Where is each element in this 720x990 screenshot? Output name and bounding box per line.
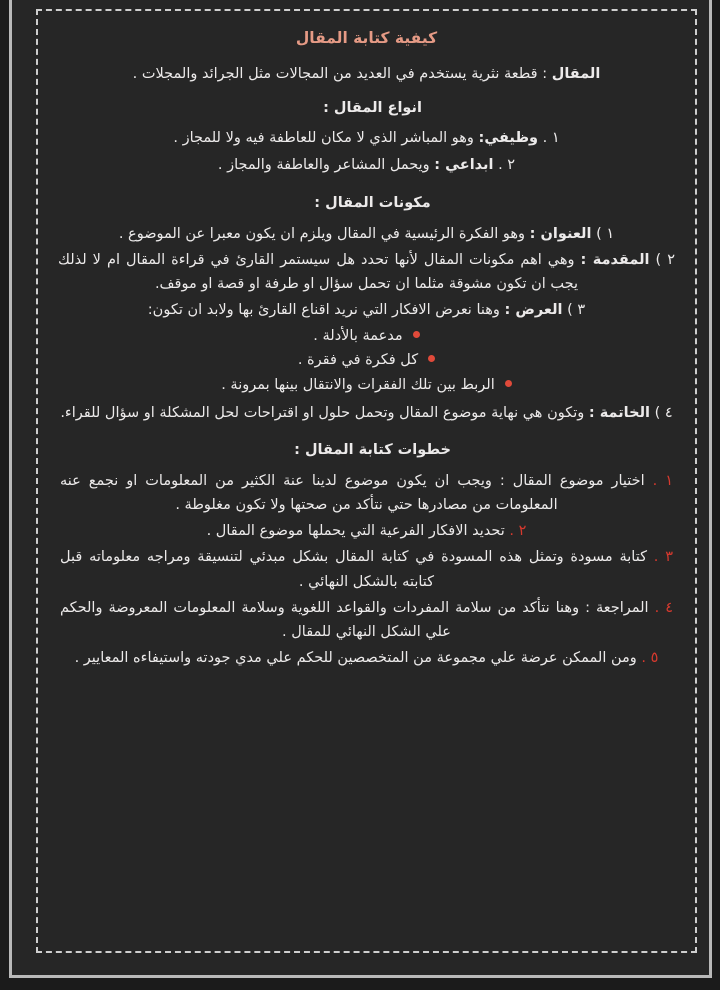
type-item-1-marker: ١ . — [542, 130, 560, 147]
component-item-1-term: العنوان : — [529, 225, 592, 242]
list-item — [54, 646, 679, 670]
component-item-4-term: الخاتمة : — [588, 405, 650, 422]
list-item — [54, 373, 679, 397]
list-item — [54, 519, 679, 543]
component-item-2-term: المقدمة : — [580, 251, 650, 268]
step-text-3: كتابة مسودة وتمثل هذه المسودة في كتابة المقال بشكل مبدئي لتنسيقة ومراجه معلوماته قبل كتابته بالشكل النهائي . — [60, 549, 654, 590]
component-item-4-text: وتكون هي نهاية موضوع المقال وتحمل حلول او اقتراحات لحل المشكلة او سؤال للقراء. — [60, 405, 589, 422]
components-bullet-list — [54, 324, 679, 397]
bullet-dot-icon — [505, 380, 512, 387]
document-page — [9, 0, 712, 978]
section-heading-components: مكونات المقال : — [314, 194, 431, 211]
lead-text: : قطعة نثرية يستخدم في العديد من المجالات مثل الجرائد والمجلات . — [132, 66, 552, 82]
step-number-5: ٥ . — [641, 649, 659, 666]
lead-term: المقال — [551, 66, 601, 82]
step-number-1: ١ . — [652, 473, 674, 490]
component-item-3-term: العرض : — [504, 302, 563, 319]
component-item-1-text: وهو الفكرة الرئيسية في المقال ويلزم ان يكون معبرا عن الموضوع . — [118, 225, 530, 242]
section-heading-types: انواع المقال : — [323, 100, 422, 117]
bullet-text-2: كل فكرة في فقرة . — [297, 352, 419, 369]
component-item-3 — [54, 298, 679, 322]
bullet-text-3: الربط بين تلك الفقرات والانتقال بينها بمرونة . — [221, 376, 495, 393]
step-text-1: اختيار موضوع المقال : ويجب ان يكون موضوع لدينا عنة الكثير من المعلومات او نجمع عنه المعلومات من مصادرها حتي نتأكد من صحتها ولا تكون مغلوطة . — [60, 473, 653, 514]
type-item-1 — [54, 127, 679, 150]
list-item — [54, 545, 679, 593]
steps-list — [54, 469, 679, 670]
component-item-2 — [54, 248, 679, 296]
type-item-2-text: ويحمل المشاعر والعاطفة والمجاز . — [217, 156, 435, 173]
component-item-1-marker: ١ ) — [596, 225, 615, 242]
section-heading-steps: خطوات كتابة المقال : — [294, 442, 451, 459]
component-item-1 — [54, 222, 679, 246]
spacer — [54, 180, 679, 195]
list-item — [54, 348, 679, 372]
list-item — [54, 596, 679, 644]
component-item-4-marker: ٤ ) — [654, 405, 673, 422]
component-item-3-marker: ٣ ) — [567, 302, 586, 319]
list-item — [54, 469, 679, 517]
step-number-2: ٢ . — [509, 523, 527, 540]
component-item-3-text: وهنا نعرض الافكار التي نريد اقناع القارئ بها ولابد ان تكون: — [147, 302, 505, 319]
step-number-4: ٤ . — [654, 599, 673, 616]
type-item-1-text: وهو المباشر الذي لا مكان للعاطفة فيه ولا للمجاز . — [173, 130, 479, 147]
type-item-2-term: ابداعي : — [434, 156, 494, 173]
bullet-dot-icon — [428, 355, 435, 362]
spacer — [54, 427, 679, 442]
component-item-2-marker: ٢ ) — [655, 251, 676, 268]
step-text-5: ومن الممكن عرضة علي مجموعة من المتخصصين للحكم علي مدي جودته واستيفاءه المعايير . — [74, 649, 642, 666]
list-item — [54, 324, 679, 348]
document-content — [38, 11, 695, 951]
dashed-page-border — [36, 9, 697, 953]
step-text-2: تحديد الافكار الفرعية التي يحملها موضوع المقال . — [206, 523, 510, 540]
type-item-2 — [54, 154, 679, 177]
component-item-2-text: وهي اهم مكونات المقال لأنها تحدد هل سيستمر القارئ في قراءة المقال ام لا لذلك يجب ان تكون مشوقة مثلما ان تحمل سؤال او طرفة او قصة او موقف. — [58, 251, 581, 292]
component-item-4 — [54, 401, 679, 425]
lead-paragraph — [54, 63, 679, 86]
bullet-text-1: مدعمة بالأدلة . — [313, 328, 403, 345]
bullet-dot-icon — [413, 331, 420, 338]
page-title: كيفية كتابة المقال — [295, 29, 438, 47]
type-item-2-marker: ٢ . — [498, 156, 516, 173]
step-text-4: المراجعة : وهنا نتأكد من سلامة المفردات والقواعد اللغوية وسلامة المعلومات المعروضة والحكم علي الشكل النهائي للمقال . — [60, 599, 655, 640]
type-item-1-term: وظيفي: — [478, 130, 539, 147]
step-number-3: ٣ . — [653, 549, 673, 566]
